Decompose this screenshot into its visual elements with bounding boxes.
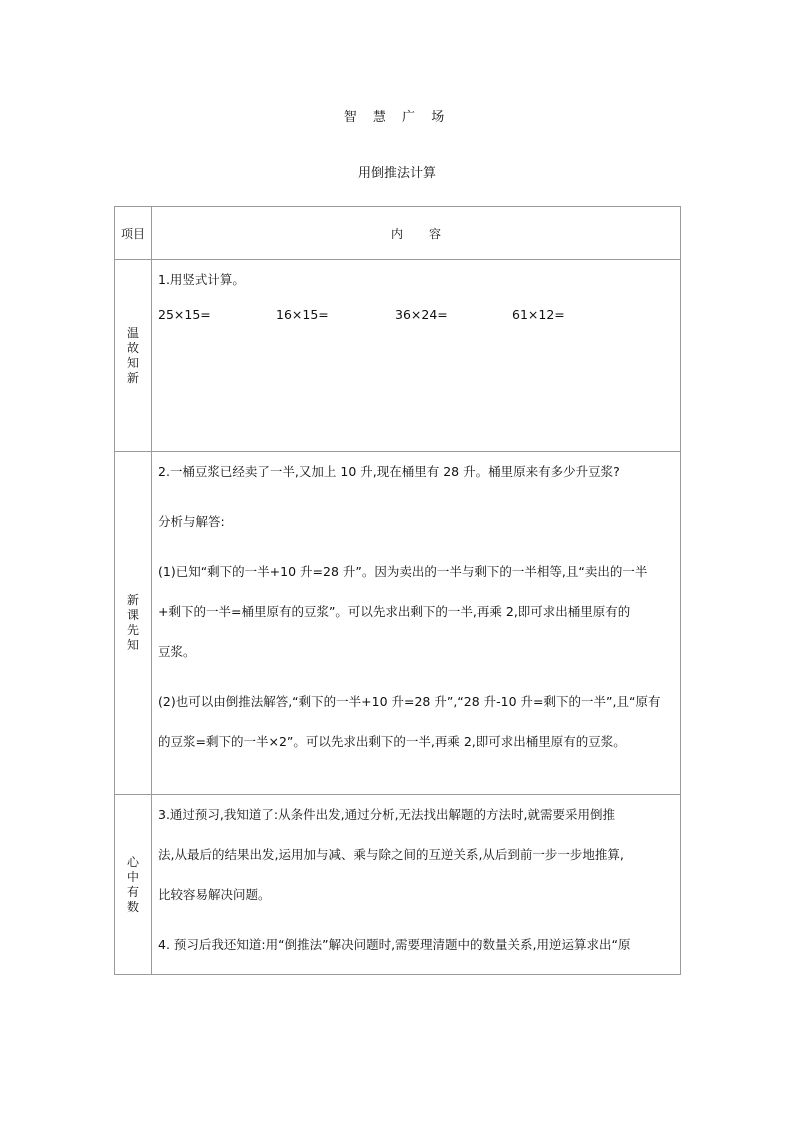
analysis-p2-line2: 的豆浆=剩下的一半×2”。可以先求出剩下的一半,再乘 2,即可求出桶里原有的豆浆。 [158,734,626,749]
page-title: 智 慧 广 场 [343,110,451,125]
row-label-preview: 新 课 先 知 [115,452,152,795]
calc-item: 16×15= [276,307,329,322]
table-row [115,260,681,452]
calc-item: 25×15= [158,307,211,322]
header-content-left: 内 [390,226,403,241]
row-content-summary [152,795,681,975]
page-subtitle: 用倒推法计算 [357,166,436,181]
question-1: 1.用竖式计算。 [158,272,245,287]
analysis-label: 分析与解答: [158,514,225,529]
row-label-summary: 心 中 有 数 [115,795,152,975]
row-content-preview [152,452,681,795]
question-2: 2.一桶豆浆已经卖了一半,又加上 10 升,现在桶里有 28 升。桶里原来有多少升豆浆? [158,464,620,479]
question-3-line1: 3.通过预习,我知道了:从条件出发,通过分析,无法找出解题的方法时,就需要采用倒推 [158,807,616,822]
question-3-line2: 法,从最后的结果出发,运用加与减、乘与除之间的互逆关系,从后到前一步一步地推算, [158,847,624,862]
row-label-review: 温 故 知 新 [115,260,152,452]
row-content-review [152,260,681,452]
question-4-line1: 4. 预习后我还知道:用“倒推法”解决问题时,需要理清题中的数量关系,用逆运算求出“原 [158,937,631,952]
header-item: 项目 [115,207,152,260]
header-content [152,207,681,260]
table-header-row [115,207,681,260]
analysis-p1-line3: 豆浆。 [158,644,196,659]
analysis-p1-line1: (1)已知“剩下的一半+10 升=28 升”。因为卖出的一半与剩下的一半相等,且“卖出的一半 [158,564,648,579]
table-row [115,452,681,795]
calc-list [158,305,674,325]
question-3-line3: 比较容易解决问题。 [158,887,271,902]
table-row [115,795,681,975]
analysis-p2-line1: (2)也可以由倒推法解答,“剩下的一半+10 升=28 升”,“28 升-10 升=剩下的一半”,且“原有 [158,694,661,709]
calc-item: 36×24= [395,307,448,322]
header-content-right: 容 [429,226,442,241]
worksheet-table [114,206,681,975]
analysis-p1-line2: +剩下的一半=桶里原有的豆浆”。可以先求出剩下的一半,再乘 2,即可求出桶里原有的 [158,604,631,619]
calc-item: 61×12= [512,307,565,322]
